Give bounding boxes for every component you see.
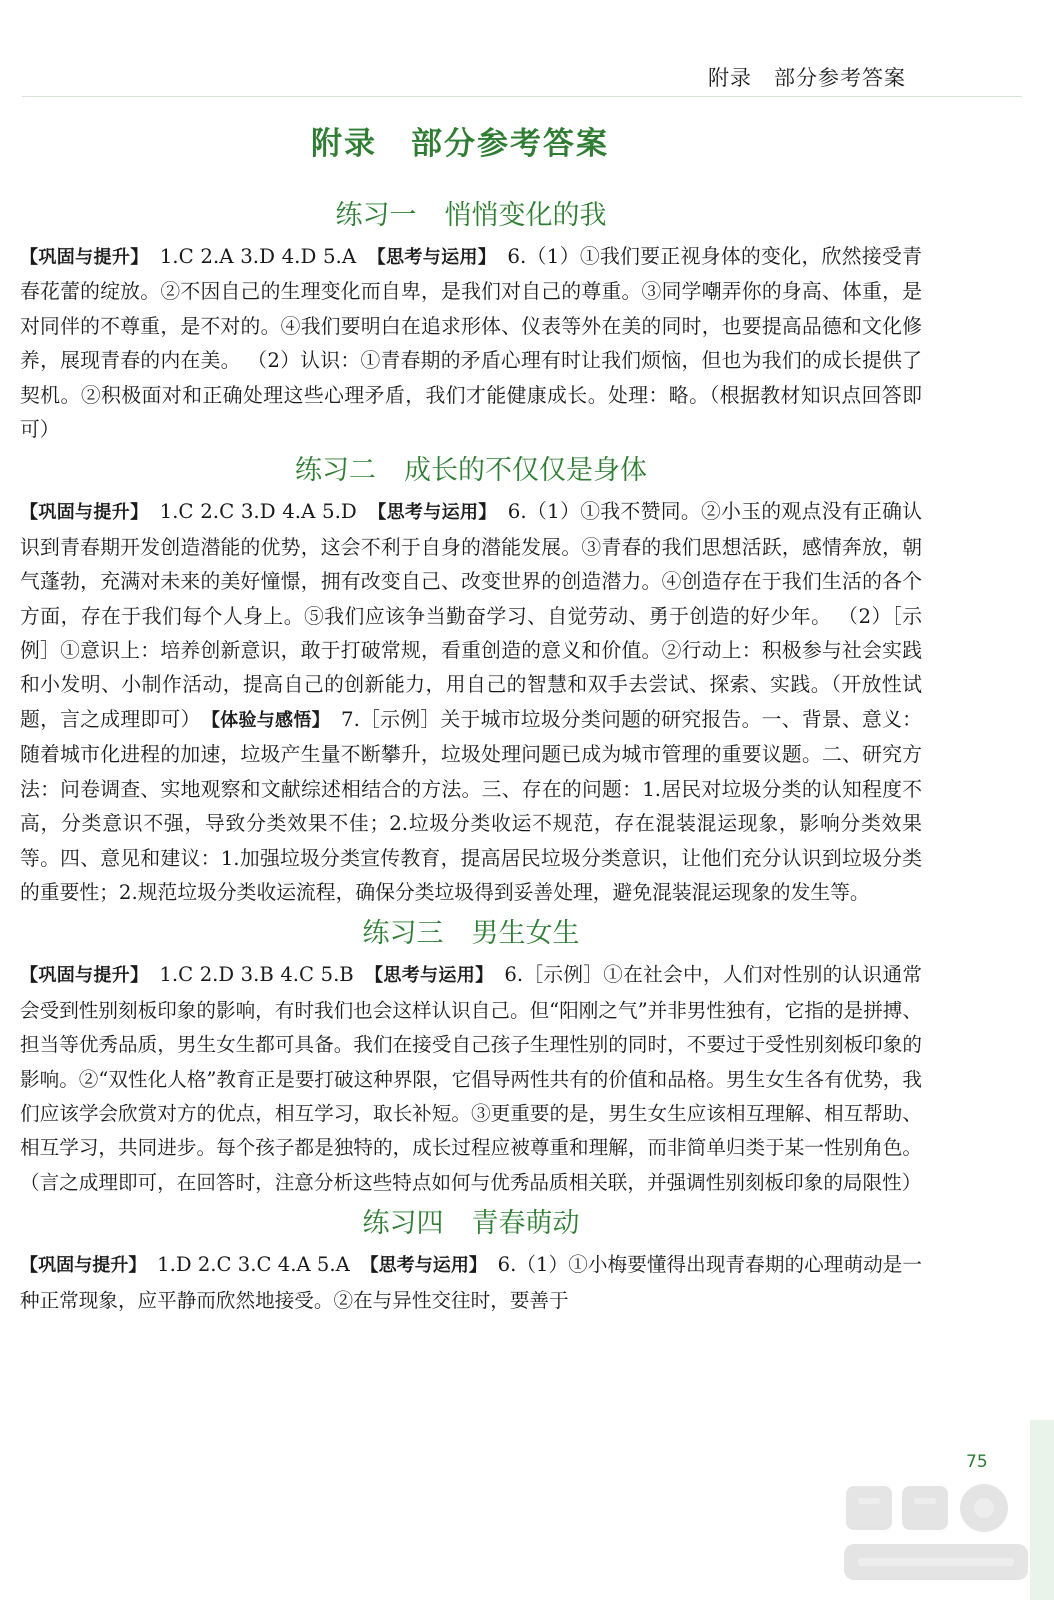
answer-content xyxy=(20,192,922,1318)
choice-answers: 1.C 2.A 3.D 4.D 5.A xyxy=(159,245,357,268)
exercise-1 xyxy=(20,192,922,447)
exercise-4 xyxy=(20,1200,922,1318)
exercise-heading xyxy=(20,447,922,495)
answer-text-2: 7.［示例］关于城市垃圾分类问题的研究报告。一、背景、意义：随着城市化进程的加速，垃圾产生量不断攀升，垃圾处理问题已成为城市管理的重要议题。二、研究方法：问卷调查、实地观察和文献综述相结合的方法。三、存在的问题：1.居民对垃圾分类的认知程度不高，分类意识不强，导致分类效果不佳；2.垃圾分类收运不规范，存在混装混运现象，影响分类效果等。四、意见和建议：1.加强垃圾分类宣传教育，提高居民垃圾分类意识，让他们充分认识到垃圾分类的重要性；2.规范垃圾分类收运流程，确保分类垃圾得到妥善处理，避免混装混运现象的发生等。 xyxy=(20,707,922,904)
answer-text: 6.（1）①小梅要懂得出现青春期的心理萌动是一种正常现象，应平静而欣然地接受。②在与异性交往时，要善于 xyxy=(20,1253,923,1312)
page-title-appendix: 附录 xyxy=(311,126,377,162)
watermark-logo xyxy=(838,1478,1034,1590)
exercise-name: 青春萌动 xyxy=(471,1208,580,1240)
consolidate-tag: 【巩固与提升】 xyxy=(20,502,140,524)
think-apply-tag: 【思考与运用】 xyxy=(369,1255,478,1277)
experience-tag: 【体验与感悟】 xyxy=(210,709,321,731)
running-header-appendix: 附录 xyxy=(708,66,752,90)
answer-text: 6.（1）①我不赞同。②小玉的观点没有正确认识到青春期开发创造潜能的优势，这会不利于自身的潜能发展。③青春的我们思想活跃，感情奔放，朝气蓬勃，充满对未来的美好憧憬，拥有改变自己、改变世界的创造潜力。④创造存在于我们生活的各个方面，存在于我们每个人身上。⑤我们应该争当勤奋学习、自觉劳动、勇于创造的好少年。 （2）［示例］①意识上：培养创新意识，敢于打破常规，看重创造的意义和价值。②行动上：积极参与社会实践和小发明、小制作活动，提高自己的创新能力，用自己的智慧和双手去尝试、探索、实践。（开放性试题，言之成理即可） xyxy=(20,500,923,731)
choice-answers: 1.D 2.C 3.C 4.A 5.A xyxy=(157,1253,350,1277)
choice-answers: 1.C 2.C 3.D 4.A 5.D xyxy=(159,500,357,524)
page-title xyxy=(0,118,920,163)
exercise-number: 练习三 xyxy=(362,918,444,950)
think-apply-tag: 【思考与运用】 xyxy=(376,247,488,268)
exercise-heading xyxy=(20,192,922,240)
answer-text: 6.［示例］①在社会中，人们对性别的认识通常会受到性别刻板印象的影响，有时我们也会这样认识自己。但“阳刚之气”并非男性独有，它指的是拼搏、担当等优秀品质，男生女生都可具备。我们在接受自己孩子生理性别的同时，不要过于受性别刻板印象的影响。②“双性化人格”教育正是要打破这种界限，它倡导两性共有的价值和品格。男生女生各有优势，我们应该学会欣赏对方的优点，相互学习，取长补短。③更重要的是，男生女生应该相互理解、相互帮助、相互学习，共同进步。每个孩子都是独特的，成长过程应被尊重和理解，而非简单归类于某一性别角色。（言之成理即可，在回答时，注意分析这些特点如何与优秀品质相关联，并强调性别刻板印象的局限性） xyxy=(20,963,923,1194)
exercise-3 xyxy=(20,910,922,1200)
answer-text: 6.（1）①我们要正视身体的变化，欣然接受青春花蕾的绽放。②不因自己的生理变化而自卑，是我们对自己的尊重。③同学嘲弄你的身高、体重，是对同伴的不尊重，是不对的。④我们要明白在追求形体、仪表等外在美的同时，也要提高品德和文化修养，展现青春的内在美。 （2）认识：①青春期的矛盾心理有时让我们烦恼，但也为我们的成长提供了契机。②积极面对和正确处理这些心理矛盾，我们才能健康成长。处理：略。（根据教材知识点回答即可） xyxy=(20,245,922,442)
exercise-name: 男生女生 xyxy=(471,918,580,950)
exercise-number: 练习四 xyxy=(362,1208,444,1240)
consolidate-tag: 【巩固与提升】 xyxy=(20,247,140,268)
exercise-number: 练习一 xyxy=(335,200,417,231)
exercise-answers xyxy=(20,958,922,1200)
exercise-number: 练习二 xyxy=(295,455,376,487)
running-header-answers: 部分参考答案 xyxy=(774,66,906,90)
think-apply-tag: 【思考与运用】 xyxy=(377,502,488,524)
exercise-answers xyxy=(20,1248,922,1318)
exercise-name: 悄悄变化的我 xyxy=(444,200,607,231)
think-apply-tag: 【思考与运用】 xyxy=(374,965,485,987)
page-number: 75 xyxy=(966,1452,988,1472)
exercise-answers xyxy=(20,495,922,910)
exercise-2 xyxy=(20,447,922,910)
consolidate-tag: 【巩固与提升】 xyxy=(20,965,140,987)
exercise-heading xyxy=(20,910,922,958)
page-title-answers: 部分参考答案 xyxy=(411,126,609,162)
exercise-heading xyxy=(20,1200,922,1248)
running-header xyxy=(708,62,906,92)
header-rule xyxy=(22,96,1022,97)
consolidate-tag: 【巩固与提升】 xyxy=(20,1255,138,1277)
exercise-name: 成长的不仅仅是身体 xyxy=(404,455,647,487)
exercise-answers xyxy=(20,240,922,447)
choice-answers: 1.C 2.D 3.B 4.C 5.B xyxy=(159,963,354,987)
